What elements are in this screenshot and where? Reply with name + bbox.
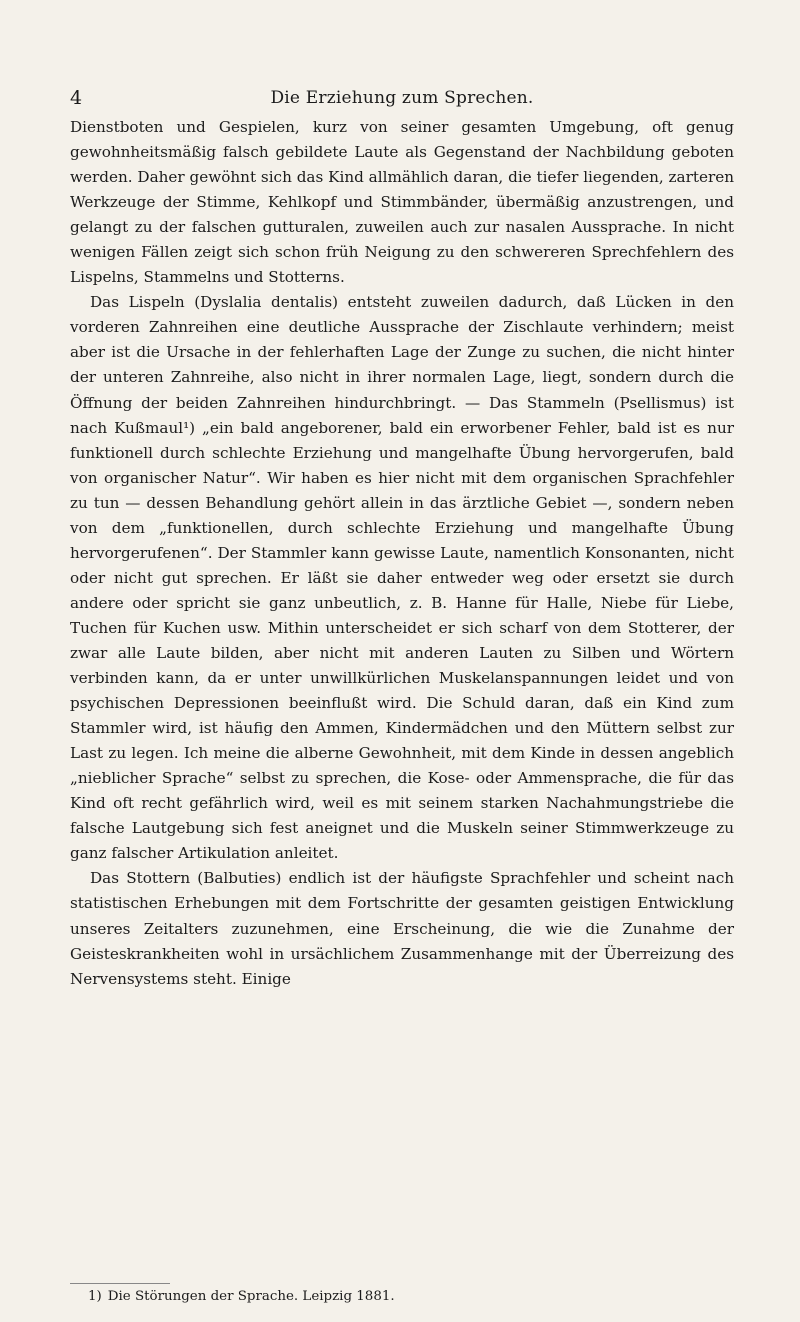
paragraph: Das Stottern (Balbuties) endlich ist der häufigste Sprachfehler und scheint nach statistischen Erhebungen mit dem Fortschritte der gesamten geistigen Entwicklung unseres Zeitalters zuzunehmen, eine Erscheinung, die wie die Zunahme der Geisteskrankheiten wohl in ursächlichem Zusammenhange mit der Überreizung des Nervensystems steht. Einige xyxy=(70,869,734,988)
body-text xyxy=(70,115,734,992)
footnote-text: Die Störungen der Sprache. Leipzig 1881. xyxy=(107,1289,395,1304)
paragraph: Dienstboten und Gespielen, kurz von seiner gesamten Umgebung, oft genug gewohnheitsmäßig falsch gebildete Laute als Gegenstand der Nachbildung geboten werden. Daher gewöhnt sich das Kind allmählich daran, die tiefer liegenden, zarteren Werkzeuge der Stimme, Kehlkopf und Stimmbänder, übermäßig anzustrengen, und gelangt zu der falschen gutturalen, zuweilen auch zur nasalen Aussprache. In nicht wenigen Fällen zeigt sich schon früh Neigung zu den schwereren Sprechfehlern des Lispelns, Stammelns und Stotterns. xyxy=(70,118,734,287)
footnote-divider xyxy=(70,1283,170,1284)
paragraph: Das Lispeln (Dyslalia dentalis) entsteht zuweilen dadurch, daß Lücken in den vorderen Zahnreihen eine deutliche Aussprache der Zischlaute verhindern; meist aber ist die Ursache in der fehlerhaften Lage der Zunge zu suchen, die nicht hinter der unteren Zahnreihe, also nicht in ihrer normalen Lage, liegt, sondern durch die Öffnung der beiden Zahnreihen hindurchbringt. — Das Stammeln (Psellismus) ist nach Kußmaul¹) „ein bald angeborener, bald ein erworbener Fehler, bald ist es nur funktionell durch schlechte Erziehung und mangelhafte Übung hervorgerufen, bald von organischer Natur“. Wir haben es hier nicht mit dem organischen Sprachfehler zu tun — dessen Behandlung gehört allein in das ärztliche Gebiet —, sondern neben von dem „funktionellen, durch schlechte Erziehung und mangelhafte Übung hervorgerufenen“. Der Stammler kann gewisse Laute, namentlich Konsonanten, nicht oder nicht gut sprechen. Er läßt sie daher entweder weg oder ersetzt sie durch andere oder spricht sie ganz unbeutlich, z. B. Hanne für Halle, Niebe für Liebe, Tuchen für Kuchen usw. Mithin unterscheidet er sich scharf von dem Stotterer, der zwar alle Laute bilden, aber nicht mit anderen Lauten zu Silben und Wörtern verbinden kann, da er unter unwillkürlichen Muskelanspannungen leidet und von psychischen Depressionen beeinflußt wird. Die Schuld daran, daß ein Kind zum Stammler wird, ist häufig den Ammen, Kindermädchen und den Müttern selbst zur Last zu legen. Ich meine die alberne Gewohnheit, mit dem Kinde in dessen angeblich „nieblicher Sprache“ selbst zu sprechen, die Kose- oder Ammensprache, die für das Kind oft recht gefährlich wird, weil es mit seinem starken Nachahmungstriebe die falsche Lautgebung sich fest aneignet und die Muskeln seiner Stimmwerkzeuge zu ganz falscher Artikulation anleitet. xyxy=(70,293,734,863)
footnote xyxy=(88,1287,728,1307)
page-number: 4 xyxy=(70,87,83,109)
page-header xyxy=(70,86,734,110)
running-title: Die Erziehung zum Sprechen. xyxy=(270,88,534,108)
footnote-mark: 1) xyxy=(88,1289,102,1304)
